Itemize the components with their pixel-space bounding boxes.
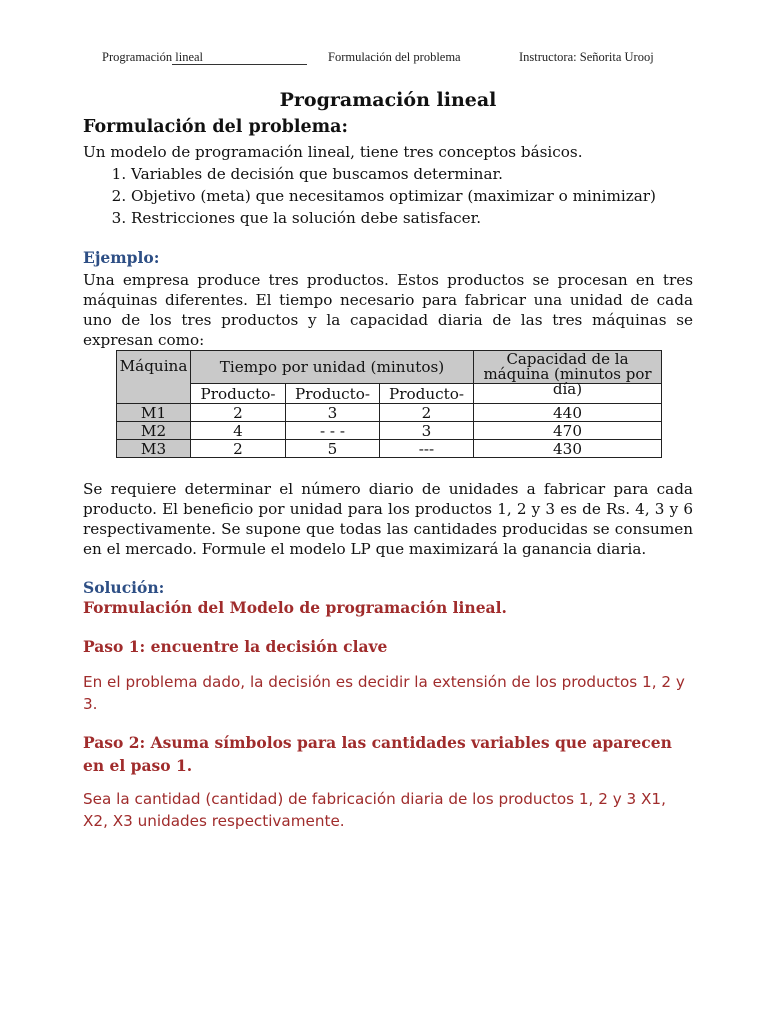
header-product-2: Producto- (286, 384, 380, 404)
example-paragraph: Una empresa produce tres productos. Estos productos se procesan en tres máquinas diferentes. El tiempo necesario para fabricar una unidad de cada uno de los tres productos y la capacidad diaria de las tres máquinas se expresan como: (83, 271, 693, 349)
header-right: Instructora: Señorita Urooj (519, 50, 654, 64)
header-left-underlined: lineal (172, 50, 307, 65)
section-subtitle: Formulación del problema: (83, 117, 348, 137)
cell: 2 (380, 404, 474, 422)
solution-heading: Solución: (83, 578, 165, 597)
step2-heading: Paso 2: Asuma símbolos para las cantidades variables que aparecen en el paso 1. (83, 733, 672, 775)
header-product-1: Producto- (191, 384, 286, 404)
cell-machine: M2 (117, 422, 191, 440)
header-time: Tiempo por unidad (minutos) (191, 351, 474, 384)
header-left (102, 50, 307, 65)
page-title: Programación lineal (279, 89, 497, 111)
step2-paragraph: Sea la cantidad (cantidad) de fabricación diaria de los productos 1, 2 y 3 X1, X2, X3 unidades respectivamente. (83, 790, 666, 830)
intro-paragraph: Un modelo de programación lineal, tiene tres conceptos básicos. (83, 143, 583, 161)
table-row (117, 404, 662, 422)
solution-subheading: Formulación del Modelo de programación lineal. (83, 598, 507, 617)
cell: 2 (191, 404, 286, 422)
cell: 430 (474, 440, 662, 458)
cell: 5 (286, 440, 380, 458)
requirement-paragraph: Se requiere determinar el número diario de unidades a fabricar para cada producto. El beneficio por unidad para los productos 1, 2 y 3 es de Rs. 4, 3 y 6 respectivamente. Se supone que todas las cantidades producidas se consumen en el mercado. Formule el modelo LP que maximizará la ganancia diaria. (83, 480, 693, 558)
header-machine: Máquina (117, 351, 191, 404)
cell: 2 (191, 440, 286, 458)
cell-machine: M1 (117, 404, 191, 422)
table-row (117, 440, 662, 458)
list-item: 3. Restricciones que la solución debe satisfacer. (131, 207, 656, 229)
header-capacity-text: Capacidad de la máquina (minutos por día) (483, 349, 652, 398)
cell: 3 (380, 422, 474, 440)
example-heading: Ejemplo: (83, 248, 160, 267)
step1-heading: Paso 1: encuentre la decisión clave (83, 637, 388, 656)
cell: - - - (286, 422, 380, 440)
list-item: 2. Objetivo (meta) que necesitamos optimizar (maximizar o minimizar) (131, 185, 656, 207)
list-item: 1. Variables de decisión que buscamos determinar. (131, 163, 656, 185)
header-center: Formulación del problema (328, 50, 461, 64)
cell: 3 (286, 404, 380, 422)
cell: 4 (191, 422, 286, 440)
concepts-list (107, 163, 656, 229)
header-capacity (474, 349, 662, 398)
step1-paragraph: En el problema dado, la decisión es decidir la extensión de los productos 1, 2 y 3. (83, 673, 685, 713)
cell-machine: M3 (117, 440, 191, 458)
header-left-text: Programación (102, 50, 173, 64)
cell: 470 (474, 422, 662, 440)
cell: --- (380, 440, 474, 458)
cell: 440 (474, 404, 662, 422)
table-row (117, 422, 662, 440)
machine-time-table (116, 350, 662, 458)
header-product-3: Producto- (380, 384, 474, 404)
